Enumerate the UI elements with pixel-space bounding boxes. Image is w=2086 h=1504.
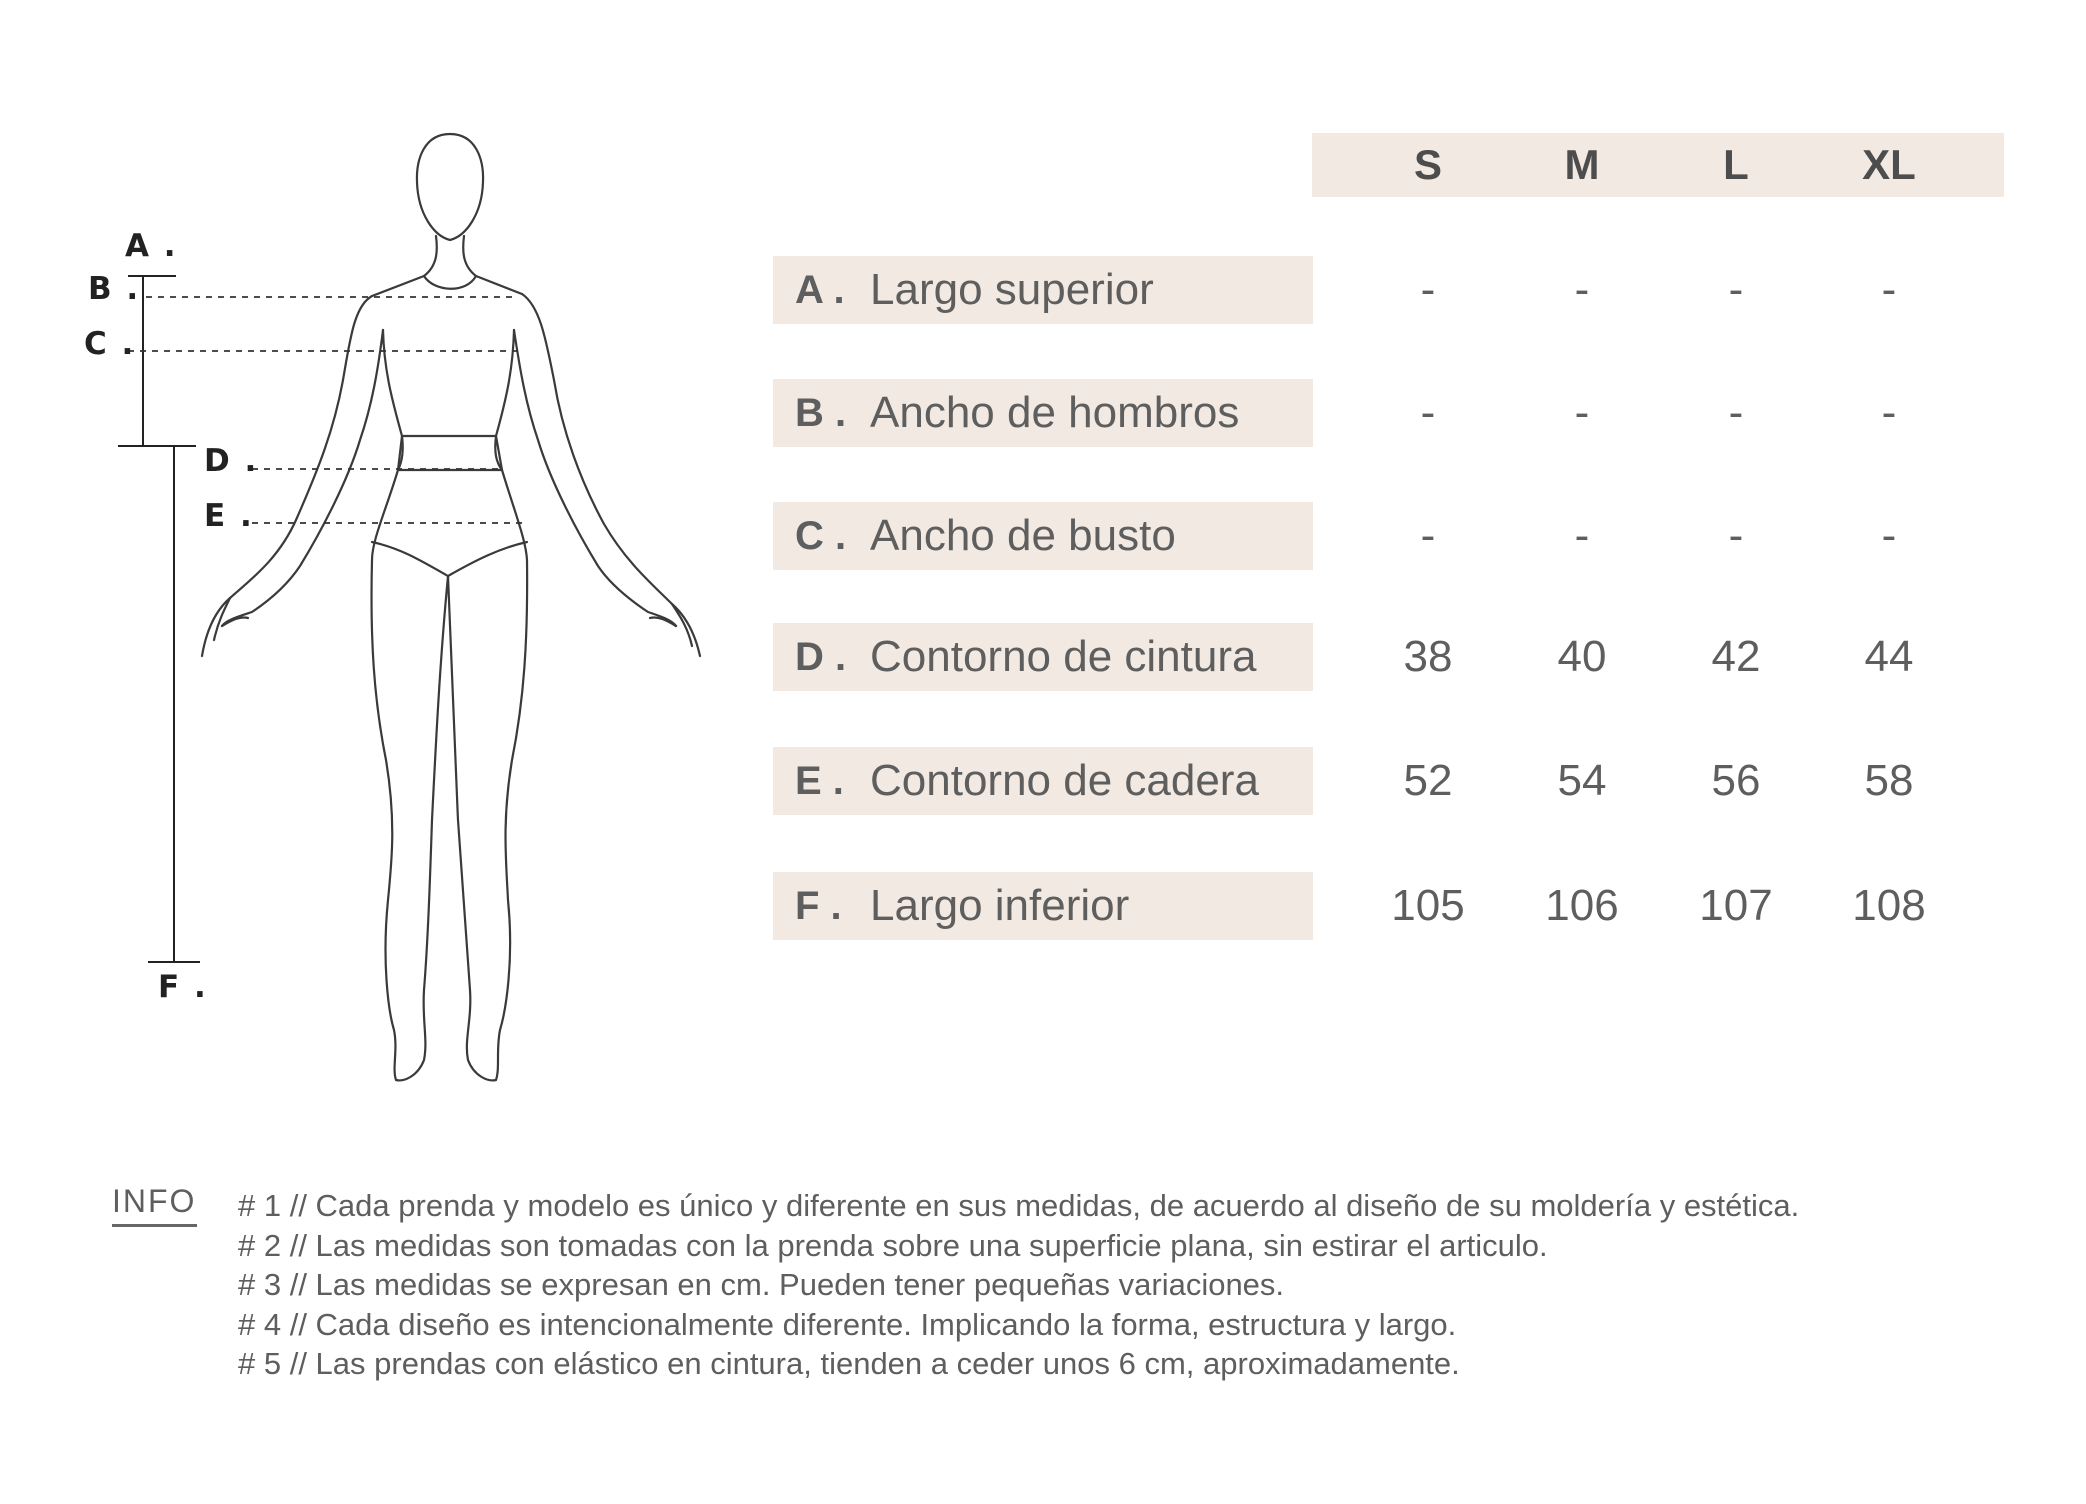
- cell-s: -: [1420, 388, 1436, 437]
- size-header-bar: [1312, 133, 2004, 197]
- info-label: INFO: [112, 1183, 197, 1219]
- row-label-box: [773, 256, 1313, 324]
- row-name: Largo inferior: [870, 881, 1130, 930]
- row-letter: A .: [795, 268, 845, 312]
- row-name: Contorno de cintura: [870, 632, 1257, 681]
- row-letter: D .: [795, 635, 847, 679]
- cell-l: -: [1728, 265, 1744, 314]
- figure-torso: [372, 330, 402, 560]
- marker-a: A .: [125, 228, 178, 264]
- measurement-row-a: [773, 256, 2013, 326]
- cell-m: -: [1574, 511, 1590, 560]
- measurement-row-f: [773, 872, 2013, 942]
- cell-xl: -: [1881, 265, 1897, 314]
- cell-xl: -: [1881, 388, 1897, 437]
- size-header-l: L: [1723, 141, 1749, 188]
- cell-s: -: [1420, 265, 1436, 314]
- row-name: Ancho de busto: [870, 511, 1176, 560]
- cell-s: 52: [1403, 756, 1453, 805]
- cell-m: -: [1574, 265, 1590, 314]
- cell-l: 42: [1711, 632, 1761, 681]
- cell-m: 40: [1557, 632, 1607, 681]
- info-note-2: # 2 // Las medidas son tomadas con la prenda sobre una superficie plana, sin estirar el articulo.: [238, 1228, 1548, 1263]
- cell-xl: 108: [1852, 881, 1926, 930]
- row-label-box: [773, 747, 1313, 815]
- figure-right-arm: [522, 294, 700, 656]
- row-letter: C .: [795, 514, 847, 558]
- row-label-box: [773, 502, 1313, 570]
- cell-m: -: [1574, 388, 1590, 437]
- marker-c: C .: [84, 326, 136, 362]
- marker-b: B .: [88, 271, 141, 307]
- cell-s: 105: [1391, 881, 1465, 930]
- cell-l: -: [1728, 388, 1744, 437]
- size-header-xl: XL: [1862, 141, 1916, 188]
- row-label-box: [773, 623, 1313, 691]
- figure-neck: [372, 236, 437, 296]
- cell-m: 54: [1557, 756, 1607, 805]
- figure-right-leg: [448, 560, 527, 1080]
- cell-xl: 58: [1864, 756, 1914, 805]
- size-header-s: S: [1413, 141, 1442, 188]
- cell-xl: 44: [1864, 632, 1914, 681]
- cell-s: 38: [1403, 632, 1453, 681]
- measurement-row-e: [773, 747, 2013, 817]
- info-note-5: # 5 // Las prendas con elástico en cintura, tienden a ceder unos 6 cm, aproximadamente.: [238, 1346, 1460, 1381]
- row-label-box: [773, 379, 1313, 447]
- row-letter: F .: [795, 884, 842, 928]
- info-note-3: # 3 // Las medidas se expresan en cm. Pueden tener pequeñas variaciones.: [238, 1267, 1285, 1302]
- info-underline: [112, 1224, 197, 1227]
- row-name: Largo superior: [870, 265, 1154, 314]
- info-note-4: # 4 // Cada diseño es intencionalmente diferente. Implicando la forma, estructura y largo.: [238, 1307, 1457, 1342]
- cell-m: 106: [1545, 881, 1619, 930]
- cell-s: -: [1420, 511, 1436, 560]
- marker-f: F .: [158, 969, 208, 1005]
- size-header-m: M: [1564, 141, 1600, 188]
- row-letter: B .: [795, 391, 847, 435]
- cell-xl: -: [1881, 511, 1897, 560]
- body-figure-diagram: [0, 0, 760, 1120]
- measurement-row-d: [773, 623, 2013, 693]
- measurement-row-c: [773, 502, 2013, 572]
- info-note-1: # 1 // Cada prenda y modelo es único y diferente en sus medidas, de acuerdo al diseño de su moldería y estética.: [238, 1188, 1800, 1223]
- marker-d: D .: [204, 443, 259, 479]
- cell-l: 107: [1699, 881, 1773, 930]
- cell-l: -: [1728, 511, 1744, 560]
- marker-e: E .: [204, 498, 254, 534]
- figure-left-leg: [372, 560, 448, 1080]
- cell-l: 56: [1711, 756, 1761, 805]
- measurement-row-b: [773, 379, 2013, 449]
- row-label-box: [773, 872, 1313, 940]
- row-name: Contorno de cadera: [870, 756, 1259, 805]
- row-letter: E .: [795, 759, 844, 803]
- row-name: Ancho de hombros: [870, 388, 1240, 437]
- figure-head: [417, 134, 483, 240]
